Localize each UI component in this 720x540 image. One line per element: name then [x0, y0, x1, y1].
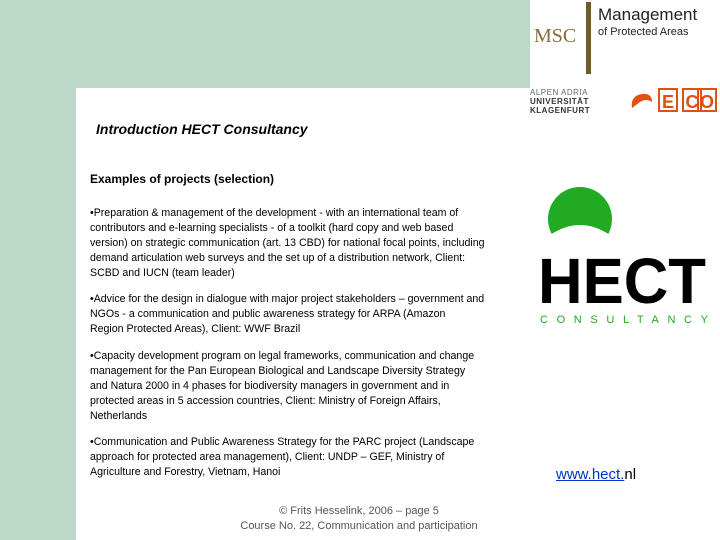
consultancy-wordmark: CONSULTANCY: [540, 314, 712, 325]
eco-letter-e: E: [658, 88, 678, 112]
bullet-line: Netherlands: [90, 410, 148, 422]
university-line: ALPEN ADRIA: [530, 88, 588, 97]
eco-swirl-icon: [628, 88, 656, 114]
project-bullet-2: [90, 292, 540, 337]
eco-letter-c: C: [682, 88, 702, 112]
university-logo: [530, 88, 620, 115]
website-link-host[interactable]: www.hect.: [556, 466, 625, 483]
bullet-line: contributors and e-learning specialists - of a toolkit (hard copy and web based: [90, 222, 454, 234]
hect-wordmark: HECT: [538, 245, 706, 317]
footer: [214, 504, 504, 534]
bullet-line: •Preparation & management of the development - with an international team of: [90, 207, 459, 219]
bullet-line: and Natura 2000 in 4 phases for biodiversity managers in government and in: [90, 380, 450, 392]
website-link-tld[interactable]: nl: [624, 466, 637, 483]
bullet-line: NGOs - a communication and public awareness strategy for ARPA (Amazon: [90, 308, 446, 320]
bullet-line: •Advice for the design in dialogue with major project stakeholders – government and: [90, 293, 485, 305]
bullet-line: •Capacity development program on legal frameworks, communication and change: [90, 350, 475, 362]
footer-line-2: Course No. 22, Communication and participation: [240, 520, 478, 532]
slide-title: Introduction HECT Consultancy: [96, 121, 308, 137]
program-subtitle: of Protected Areas: [598, 26, 689, 38]
project-bullet-3: [90, 349, 540, 424]
msc-text: MSC: [534, 25, 577, 47]
program-title: Management: [598, 5, 698, 24]
bullet-line: SCBD and IUCN (team leader): [90, 267, 235, 279]
bullet-line: version) on strategic communication (art. 13 CBD) for national focal points, including: [90, 237, 485, 249]
bullet-line: Region Protected Areas), Client: WWF Brazil: [90, 323, 301, 335]
header-background: [0, 0, 530, 88]
bullet-line: management for the Pan European Biological and Landscape Diversity Strategy: [90, 365, 466, 377]
slide-subtitle: Examples of projects (selection): [90, 172, 275, 186]
website-link[interactable]: [556, 466, 636, 483]
msc-logo-bar: [586, 2, 591, 74]
bullet-line: protected areas in 5 accession countries, Client: Ministry of Foreign Affairs,: [90, 395, 441, 407]
bullet-line: approach for protected area management), Client: UNDP – GEF, Ministry of: [90, 451, 445, 463]
project-bullet-1: [90, 206, 540, 281]
side-background: [0, 88, 76, 540]
hect-logo: [536, 185, 716, 325]
bullet-line: demand articulation web surveys and the set up of a distribution network, Client:: [90, 252, 466, 264]
university-line: UNIVERSITÄT: [530, 97, 589, 106]
footer-line-1: © Frits Hesselink, 2006 – page 5: [279, 505, 439, 517]
eco-letter-o: O: [697, 88, 717, 112]
bullet-line: •Communication and Public Awareness Strategy for the PARC project (Landscape: [90, 436, 475, 448]
project-bullet-4: [90, 435, 540, 480]
university-line: KLAGENFURT: [530, 106, 591, 115]
bullet-line: Agriculture and Forestry, Vietnam, Hanoi: [90, 466, 281, 478]
